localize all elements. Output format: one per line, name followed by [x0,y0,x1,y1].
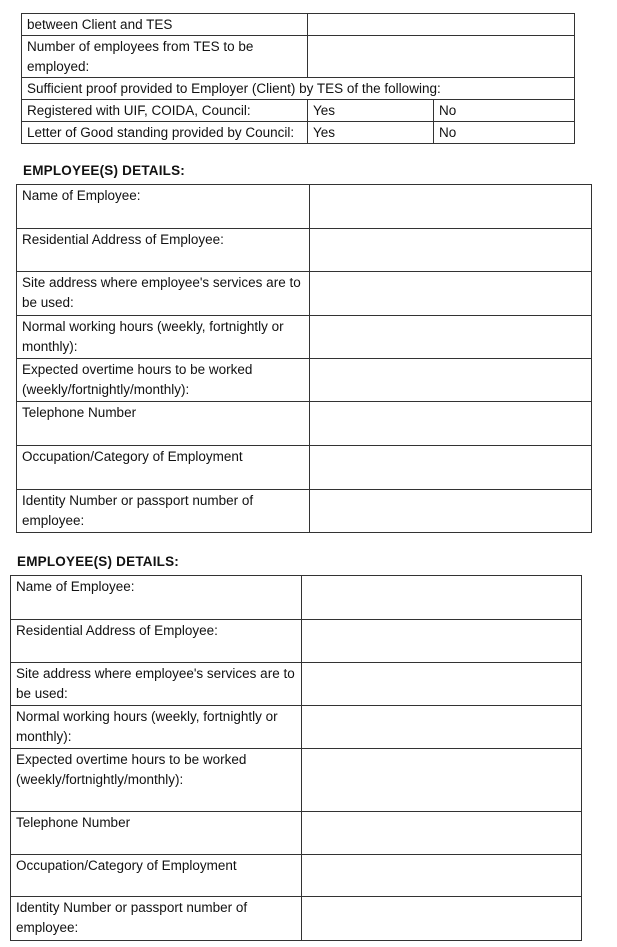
employee-details-table [16,184,592,533]
row-label: Number of employees from TES to be employed: [22,36,308,78]
answer-cell[interactable] [310,185,592,229]
employee-details-table [10,575,582,941]
answer-cell[interactable] [302,663,582,706]
table-row [11,706,582,749]
row-label: Telephone Number [11,812,302,855]
table-row [11,812,582,855]
table-row [11,663,582,706]
table-row [11,855,582,897]
answer-cell[interactable] [302,576,582,620]
row-label: Normal working hours (weekly, fortnightly or monthly): [11,706,302,749]
section-heading: EMPLOYEE(S) DETAILS: [17,554,180,569]
table-row [22,36,575,78]
answer-cell[interactable] [308,36,575,78]
answer-cell[interactable] [302,749,582,812]
row-label: Name of Employee: [17,185,310,229]
answer-cell[interactable] [302,706,582,749]
row-label: Occupation/Category of Employment [17,446,310,490]
table-row [17,446,592,490]
table-row [22,122,575,144]
table-row [17,229,592,272]
row-label: Normal working hours (weekly, fortnightly or monthly): [17,316,310,359]
row-label: Identity Number or passport number of employee: [17,490,310,533]
table-row [17,316,592,359]
row-label: Expected overtime hours to be worked (weekly/fortnightly/monthly): [11,749,302,812]
no-option[interactable]: No [434,100,575,122]
row-label: Residential Address of Employee: [11,620,302,663]
answer-cell[interactable] [302,897,582,941]
table-row [11,576,582,620]
answer-cell[interactable] [310,402,592,446]
table-row [11,749,582,812]
proof-heading: Sufficient proof provided to Employer (Client) by TES of the following: [22,78,575,100]
yes-option[interactable]: Yes [308,100,434,122]
answer-cell[interactable] [302,855,582,897]
answer-cell[interactable] [310,490,592,533]
row-label: Site address where employee's services are to be used: [17,272,310,316]
row-label: Name of Employee: [11,576,302,620]
table-row [17,185,592,229]
row-label: Letter of Good standing provided by Council: [22,122,308,144]
row-label: Occupation/Category of Employment [11,855,302,897]
answer-cell[interactable] [310,229,592,272]
table-row [17,402,592,446]
answer-cell[interactable] [310,272,592,316]
table-row [17,490,592,533]
row-label: Site address where employee's services are to be used: [11,663,302,706]
row-label: Residential Address of Employee: [17,229,310,272]
row-label: Expected overtime hours to be worked (weekly/fortnightly/monthly): [17,359,310,402]
table-row [17,272,592,316]
row-label: Registered with UIF, COIDA, Council: [22,100,308,122]
section-heading: EMPLOYEE(S) DETAILS: [23,163,186,178]
table-row [22,78,575,100]
yes-option[interactable]: Yes [308,122,434,144]
no-option[interactable]: No [434,122,575,144]
row-label: Telephone Number [17,402,310,446]
answer-cell[interactable] [308,14,575,36]
answer-cell[interactable] [310,446,592,490]
answer-cell[interactable] [302,620,582,663]
answer-cell[interactable] [302,812,582,855]
table-row [11,620,582,663]
answer-cell[interactable] [310,359,592,402]
row-label: Identity Number or passport number of employee: [11,897,302,941]
table-row [11,897,582,941]
tes-details-table [21,13,575,144]
answer-cell[interactable] [310,316,592,359]
table-row [22,14,575,36]
table-row [17,359,592,402]
row-label: between Client and TES [22,14,308,36]
table-row [22,100,575,122]
